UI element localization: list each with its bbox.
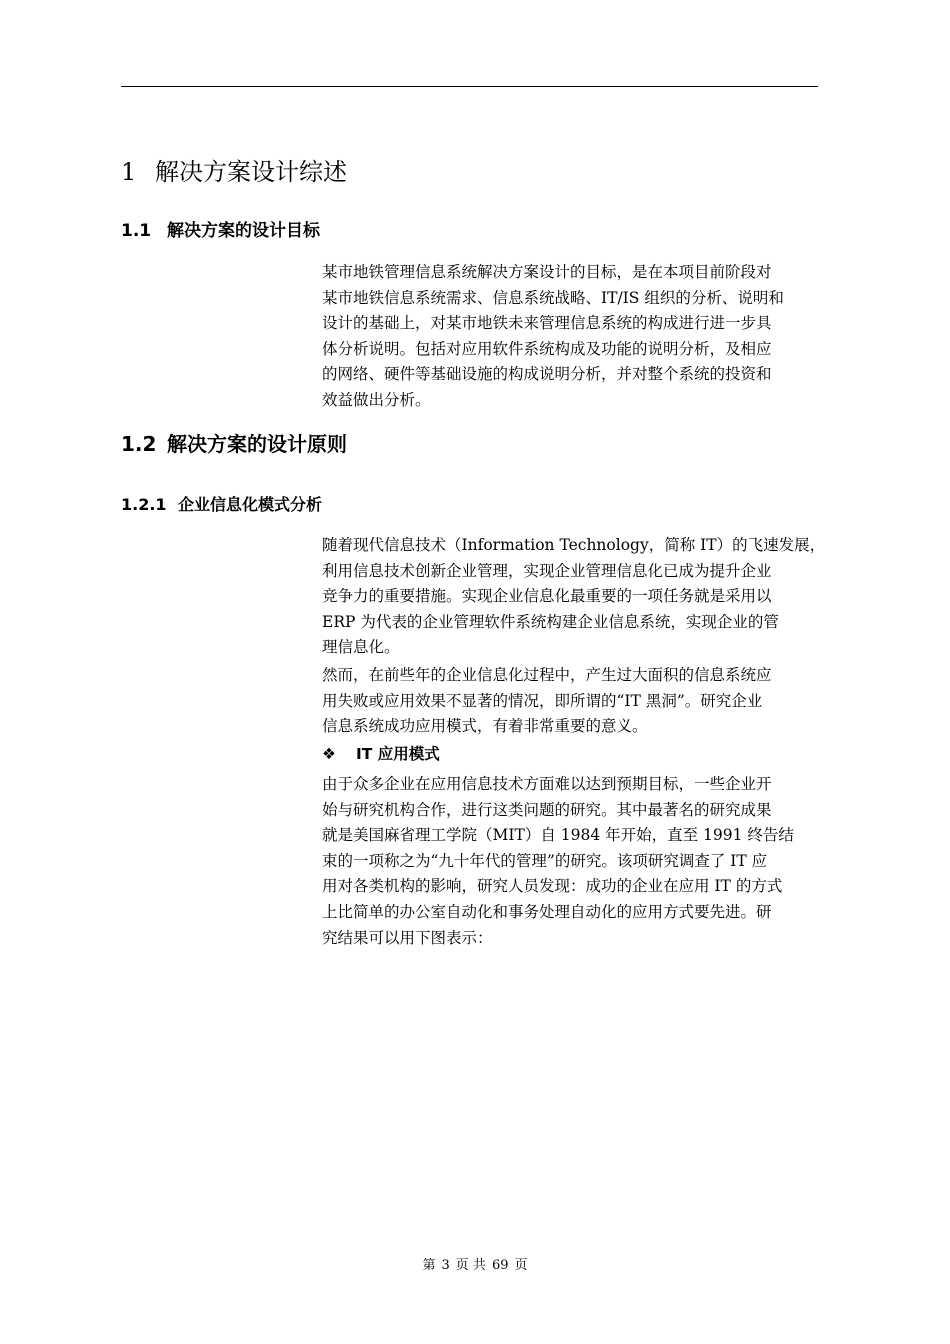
footer-suffix: 页 — [514, 1258, 528, 1273]
paragraph-line: 效益做出分析。 — [322, 390, 431, 409]
footer-middle: 页 共 — [455, 1258, 486, 1273]
paragraph-line: 究结果可以用下图表示： — [322, 928, 493, 947]
paragraph-1-2-1-b — [322, 663, 822, 740]
paragraph-line: 束的一项称之为“九十年代的管理”的研究。该项研究调查了 IT 应 — [322, 851, 768, 870]
paragraph-line: 上比简单的办公室自动化和事务处理自动化的应用方式要先进。研 — [322, 902, 772, 921]
heading-1-text: 解决方案设计综述 — [155, 158, 347, 186]
paragraph-line: 随着现代信息技术（Information Technology，简称 IT）的飞速发展， — [322, 536, 826, 554]
paragraph-line: 理信息化。 — [322, 638, 400, 657]
paragraph-line: 某市地铁管理信息系统解决方案设计的目标，是在本项目前阶段对 — [322, 263, 772, 281]
paragraph-line: 某市地铁信息系统需求、信息系统战略、IT/IS 组织的分析、说明和 — [322, 288, 784, 307]
paragraph-line: 就是美国麻省理工学院（MIT）自 1984 年开始，直至 1991 终告结 — [322, 826, 794, 845]
paragraph-line: 用失败或应用效果不显著的情况，即所谓的“IT 黑洞”。研究企业 — [322, 691, 763, 710]
heading-1 — [121, 156, 347, 188]
bullet-heading-text: IT 应用模式 — [356, 745, 440, 763]
paragraph-line: 用对各类机构的影响，研究人员发现：成功的企业在应用 IT 的方式 — [322, 877, 783, 896]
paragraph-line: 设计的基础上，对某市地铁未来管理信息系统的构成进行进一步具 — [322, 314, 772, 333]
paragraph-1-2-1-c — [322, 772, 822, 951]
diamond-bullet-icon: ❖ — [322, 745, 336, 763]
heading-1-number: 1 — [121, 158, 137, 186]
heading-1-1 — [121, 219, 320, 243]
paragraph-line: 然而，在前些年的企业信息化过程中，产生过大面积的信息系统应 — [322, 666, 772, 684]
paragraph-line: 由于众多企业在应用信息技术方面难以达到预期目标，一些企业开 — [322, 775, 772, 793]
heading-1-2-1 — [121, 493, 322, 517]
heading-1-2-1-number: 1.2.1 — [121, 495, 167, 514]
paragraph-1-2-1-a — [322, 533, 826, 661]
paragraph-line: 体分析说明。包括对应用软件系统构成及功能的说明分析，及相应 — [322, 339, 772, 358]
footer-total-pages: 69 — [491, 1258, 509, 1273]
heading-1-1-title: 解决方案的设计目标 — [167, 221, 320, 241]
heading-1-2-number: 1.2 — [121, 432, 157, 456]
paragraph-line: 利用信息技术创新企业管理，实现企业管理信息化已成为提升企业 — [322, 561, 772, 580]
paragraph-1-1 — [322, 260, 822, 414]
footer-prefix: 第 — [422, 1258, 436, 1273]
paragraph-line: 的网络、硬件等基础设施的构成说明分析，并对整个系统的投资和 — [322, 365, 772, 384]
footer-page-number: 3 — [441, 1258, 450, 1273]
heading-1-2-1-title: 企业信息化模式分析 — [178, 495, 323, 514]
heading-1-1-number: 1.1 — [121, 221, 152, 241]
header-rule — [121, 86, 818, 87]
bullet-heading — [322, 742, 440, 766]
heading-1-2-title: 解决方案的设计原则 — [167, 432, 347, 456]
paragraph-line: 始与研究机构合作，进行这类问题的研究。其中最著名的研究成果 — [322, 800, 772, 819]
paragraph-line: 竞争力的重要措施。实现企业信息化最重要的一项任务就是采用以 — [322, 587, 772, 606]
paragraph-line: 信息系统成功应用模式，有着非常重要的意义。 — [322, 717, 648, 736]
heading-1-2 — [121, 430, 347, 458]
page-footer — [0, 1256, 950, 1276]
paragraph-line: ERP 为代表的企业管理软件系统构建企业信息系统，实现企业的管 — [322, 612, 779, 631]
